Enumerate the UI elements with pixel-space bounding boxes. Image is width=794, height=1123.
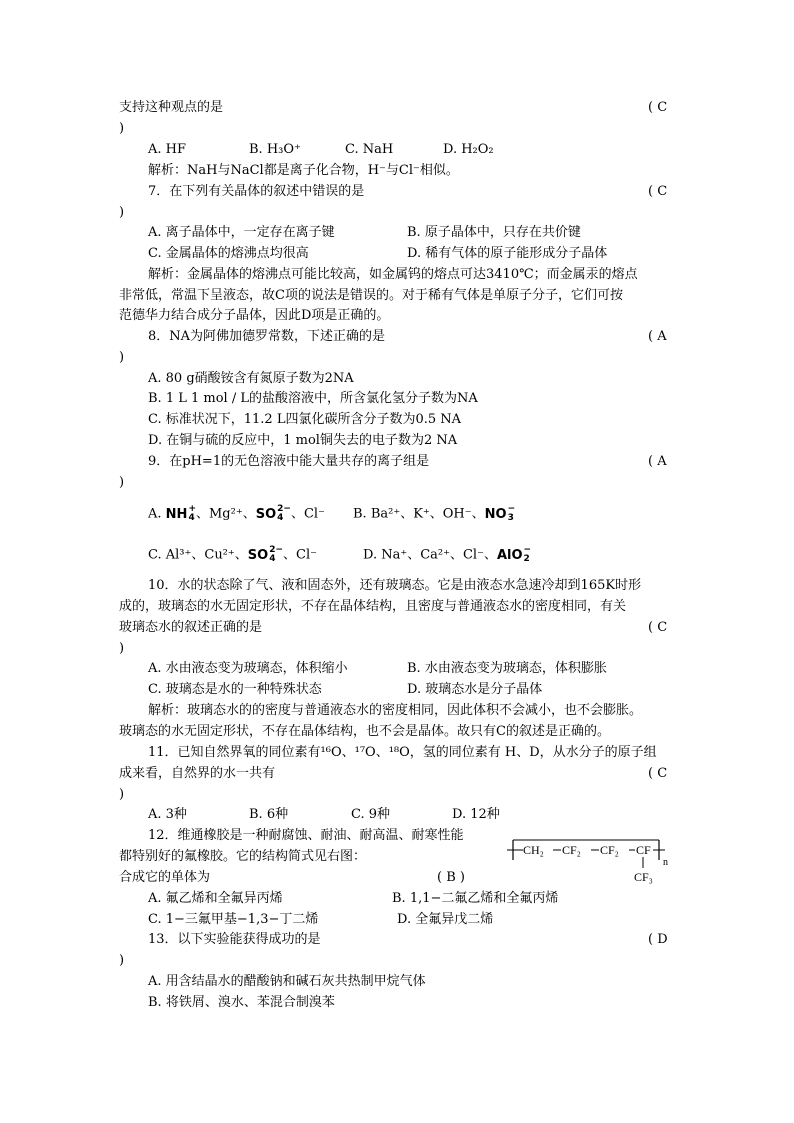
q11-answer-close: ) (119, 787, 125, 802)
segment-cf2: CF₂ (562, 843, 581, 857)
q11-option-a: A. 3种 (148, 807, 187, 822)
q7-answer: ( C (648, 184, 668, 199)
q6-stem-tail: 支持这种观点的是 (119, 100, 224, 115)
q7-explanation-2: 非常低，常温下呈液态，故C项的说法是错误的。对于稀有气体是单原子分子，它们可按 (119, 288, 623, 303)
q13-stem: 13．以下实验能获得成功的是 (148, 932, 321, 947)
q13-answer-close: ) (119, 953, 125, 968)
q10-option-c: C. 玻璃态是水的一种特殊状态 (148, 682, 322, 697)
q13-answer: ( D (648, 932, 668, 947)
q8-answer-close: ) (119, 350, 125, 365)
q10-explanation-1: 解析：玻璃态水的的密度与普通液态水的密度相同，因此体积不会减小，也不会膨胀。 (148, 703, 643, 718)
q6-answer: ( C (648, 100, 668, 115)
segment-cf2: CF₂ (600, 843, 619, 857)
q9-option-a: A. NH+ 4、Mg²⁺、SO2− 4 、Cl⁻ (148, 504, 325, 523)
q9-answer: ( A (648, 454, 667, 469)
q11-stem-1: 11．已知自然界氧的同位素有¹⁶O、¹⁷O、¹⁸O，氢的同位素有 H、D，从水分子的原子组 (148, 745, 657, 760)
aluminate-ion: AlO− 2 (496, 545, 532, 564)
q6-option-d: D. H₂O₂ (443, 142, 494, 157)
q6-answer-close: ) (119, 121, 125, 136)
q10-stem-2: 成的，玻璃态的水无固定形状，不存在晶体结构，且密度与普通液态水的密度相同，有关 (119, 599, 627, 614)
polymer-structure-diagram (507, 832, 692, 887)
q7-option-a: A. 离子晶体中，一定存在离子键 (148, 225, 335, 240)
q12-answer: ( B ) (437, 870, 465, 885)
q12-option-d: D. 全氟异戊二烯 (397, 912, 494, 927)
ammonium-ion: NH+ 4 (165, 504, 196, 523)
q6-option-b: B. H₃O⁺ (249, 142, 301, 157)
branch-cf3: CF₃ (634, 870, 653, 884)
q10-answer: ( C (648, 620, 668, 635)
q7-explanation-3: 范德华力结合成分子晶体，因此D项是正确的。 (119, 308, 390, 323)
repeat-subscript: n (663, 857, 668, 868)
q11-option-b: B. 6种 (249, 807, 289, 822)
q9-option-d: D. Na⁺、Ca²⁺、Cl⁻、AlO− 2 (363, 545, 532, 564)
q8-answer: ( A (648, 329, 667, 344)
q11-option-d: D. 12种 (452, 807, 500, 822)
q10-option-b: B. 水由液态变为玻璃态，体积膨胀 (407, 661, 607, 676)
q10-option-a: A. 水由液态变为玻璃态，体积缩小 (148, 661, 348, 676)
q9-stem: 9．在pH=1的无色溶液中能大量共存的离子组是 (148, 454, 430, 469)
q12-stem-3: 合成它的单体为 (119, 870, 211, 885)
q8-option-b: B. 1 L 1 mol / L的盐酸溶液中，所含氯化氢分子数为NA (148, 391, 478, 406)
q10-answer-close: ) (119, 641, 125, 656)
q8-option-d: D. 在铜与硫的反应中，1 mol铜失去的电子数为2 NA (148, 433, 458, 448)
q10-explanation-2: 玻璃态的水无固定形状，不存在晶体结构，也不会是晶体。故只有C的叙述是正确的。 (119, 724, 610, 739)
q10-stem-3: 玻璃态水的叙述正确的是 (119, 620, 263, 635)
q13-option-a: A. 用含结晶水的醋酸钠和碱石灰共热制甲烷气体 (148, 974, 426, 989)
q12-option-b: B. 1,1−二氟乙烯和全氟丙烯 (392, 891, 559, 906)
q7-option-d: D. 稀有气体的原子能形成分子晶体 (407, 246, 608, 261)
q11-answer: ( C (648, 766, 668, 781)
q9-answer-close: ) (119, 475, 125, 490)
q9-option-b: B. Ba²⁺、K⁺、OH⁻、NO− 3 (353, 504, 516, 523)
nitrate-ion: NO− 3 (484, 504, 516, 523)
q12-stem-2: 都特别好的氟橡胶。它的结构简式见右图： (119, 849, 367, 864)
sulfate-ion: SO2− 4 (255, 504, 291, 523)
q8-option-a: A. 80 g硝酸铵含有氮原子数为2NA (148, 371, 354, 386)
q7-stem: 7．在下列有关晶体的叙述中错误的是 (148, 184, 365, 199)
segment-cf: CF (636, 843, 651, 857)
q12-option-c: C. 1−三氟甲基−1,3−丁二烯 (148, 912, 319, 927)
q12-option-a: A. 氟乙烯和全氟异丙烯 (148, 891, 283, 906)
q9-option-c: C. Al³⁺、Cu²⁺、SO2− 4 、Cl⁻ (148, 545, 317, 564)
q7-option-c: C. 金属晶体的熔沸点均很高 (148, 246, 309, 261)
segment-ch2: CH₂ (523, 843, 544, 857)
q10-option-d: D. 玻璃态水是分子晶体 (407, 682, 543, 697)
q8-stem: 8．NA为阿佛加德罗常数，下述正确的是 (148, 329, 386, 344)
q11-stem-2: 成来看，自然界的水一共有 (119, 766, 276, 781)
sulfate-ion: SO2− 4 (247, 545, 283, 564)
q8-option-c: C. 标准状况下，11.2 L四氯化碳所含分子数为0.5 NA (148, 412, 462, 427)
q6-option-a: A. HF (148, 142, 187, 157)
q7-explanation-1: 解析：金属晶体的熔沸点可能比较高，如金属钨的熔点可达3410℃；而金属汞的熔点 (148, 267, 638, 282)
q6-option-c: C. NaH (345, 142, 394, 157)
q7-answer-close: ) (119, 205, 125, 220)
q7-option-b: B. 原子晶体中，只存在共价键 (407, 225, 581, 240)
q11-option-c: C. 9种 (351, 807, 391, 822)
q12-stem-1: 12．维通橡胶是一种耐腐蚀、耐油、耐高温、耐寒性能 (148, 828, 464, 843)
q6-explanation: 解析：NaH与NaCl都是离子化合物，H⁻与Cl⁻相似。 (148, 163, 459, 178)
q10-stem-1: 10．水的状态除了气、液和固态外，还有玻璃态。它是由液态水急速冷却到165K时形 (148, 578, 642, 593)
q13-option-b: B. 将铁屑、溴水、苯混合制溴苯 (148, 995, 335, 1010)
